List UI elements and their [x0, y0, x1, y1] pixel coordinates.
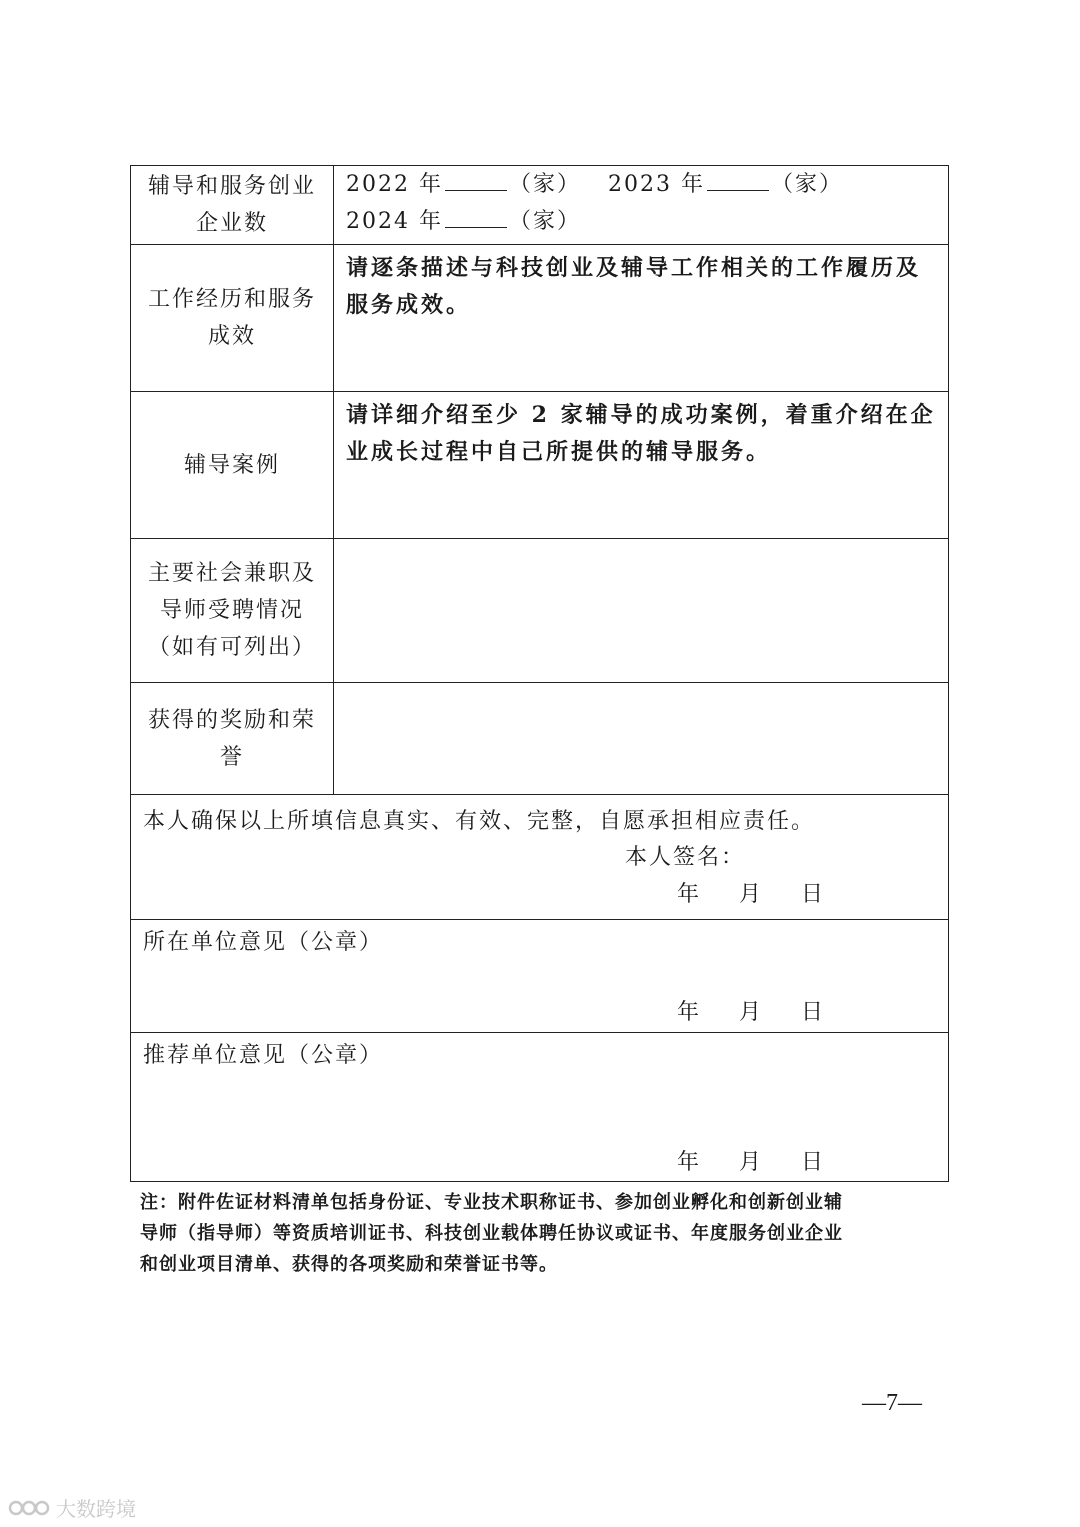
- work-hint-text: [346, 245, 938, 324]
- label-text: 企业数: [195, 211, 268, 236]
- date-line[interactable]: [677, 876, 823, 913]
- year-2023-blank[interactable]: [707, 168, 769, 191]
- footnote-line: 导师（指导师）等资质培训证书、科技创业载体聘任协议或证书、年度服务创业企业: [140, 1223, 843, 1244]
- label-text: 成效: [207, 324, 256, 349]
- unit-label: （家）: [770, 172, 843, 197]
- row-pledge: [131, 795, 949, 920]
- cases-hint-text: [346, 392, 938, 471]
- footnote-line: 注：附件佐证材料清单包括身份证、专业技术职称证书、参加创业孵化和创新创业辅: [140, 1192, 843, 1213]
- label-text: 辅导案例: [183, 452, 280, 478]
- coaching-cases-cell[interactable]: [334, 392, 949, 539]
- row-social-positions: [131, 539, 949, 683]
- years-line-1: [346, 166, 938, 203]
- row-coaching-cases: [131, 392, 949, 539]
- row-unit-opinion: [131, 920, 949, 1033]
- date-line[interactable]: [677, 1144, 823, 1181]
- label-cell-enterprise-count: [131, 166, 334, 245]
- unit-label: （家）: [508, 209, 581, 234]
- label-cell-coaching-cases: [131, 392, 334, 539]
- years-line-2: [346, 203, 938, 240]
- unit-label: （家）: [508, 172, 581, 197]
- date-month: 月: [739, 882, 762, 907]
- unit-opinion-title: 所在单位意见（公章）: [143, 930, 384, 955]
- label-text: 辅导和服务创业: [147, 174, 316, 199]
- recommend-opinion-cell[interactable]: [131, 1033, 949, 1182]
- hint-line: 业成长过程中自己所提供的辅导服务。: [346, 439, 772, 465]
- label-text: （如有可列出）: [147, 635, 316, 660]
- brand-logo-icon: [8, 1496, 52, 1520]
- date-line[interactable]: [677, 994, 823, 1031]
- label-text: 誉: [219, 744, 244, 770]
- page-number: —7—: [862, 1390, 922, 1416]
- signature-label[interactable]: 本人签名：: [625, 845, 746, 870]
- row-recommend-opinion: [131, 1033, 949, 1182]
- hint-line: 服务成效。: [346, 292, 472, 318]
- date-month: 月: [739, 1150, 762, 1175]
- year-2022-blank[interactable]: [445, 168, 507, 191]
- enterprise-count-cell: [334, 166, 949, 245]
- date-year: 年: [677, 1000, 700, 1025]
- pledge-text: 本人确保以上所填信息真实、有效、完整，自愿承担相应责任。: [143, 809, 816, 834]
- label-text: 主要社会兼职及: [147, 561, 316, 586]
- social-positions-cell[interactable]: [334, 539, 949, 683]
- pledge-cell: [131, 795, 949, 920]
- year-2022-label: 2022 年: [346, 172, 443, 197]
- unit-opinion-cell[interactable]: [131, 920, 949, 1033]
- year-2024-label: 2024 年: [346, 209, 443, 234]
- application-form-table: [130, 165, 949, 1182]
- awards-honors-cell[interactable]: [334, 683, 949, 795]
- date-month: 月: [739, 1000, 762, 1025]
- row-work-experience: [131, 245, 949, 392]
- year-2023-label: 2023 年: [607, 172, 705, 197]
- recommend-opinion-title: 推荐单位意见（公章）: [143, 1043, 384, 1068]
- date-day: 日: [801, 1150, 824, 1175]
- watermark: [8, 1493, 136, 1522]
- label-text: 导师受聘情况: [159, 598, 304, 623]
- hint-line: 请详细介绍至少 2 家辅导的成功案例，着重介绍在企: [346, 402, 936, 428]
- label-cell-work-experience: [131, 245, 334, 392]
- label-cell-awards-honors: [131, 683, 334, 795]
- date-year: 年: [677, 1150, 700, 1175]
- label-text: 获得的奖励和荣: [147, 707, 316, 733]
- label-cell-social-positions: [131, 539, 334, 683]
- date-day: 日: [801, 1000, 824, 1025]
- footnote-line: 和创业项目清单、获得的各项奖励和荣誉证书等。: [140, 1254, 558, 1275]
- label-text: 工作经历和服务: [147, 287, 316, 312]
- date-day: 日: [801, 882, 824, 907]
- row-awards-honors: [131, 683, 949, 795]
- date-year: 年: [677, 882, 700, 907]
- work-experience-cell[interactable]: [334, 245, 949, 392]
- footnote: [140, 1187, 950, 1280]
- year-2024-blank[interactable]: [445, 205, 507, 228]
- watermark-text: 大数跨境: [56, 1497, 136, 1521]
- hint-line: 请逐条描述与科技创业及辅导工作相关的工作履历及: [346, 255, 922, 281]
- row-enterprise-count: [131, 166, 949, 245]
